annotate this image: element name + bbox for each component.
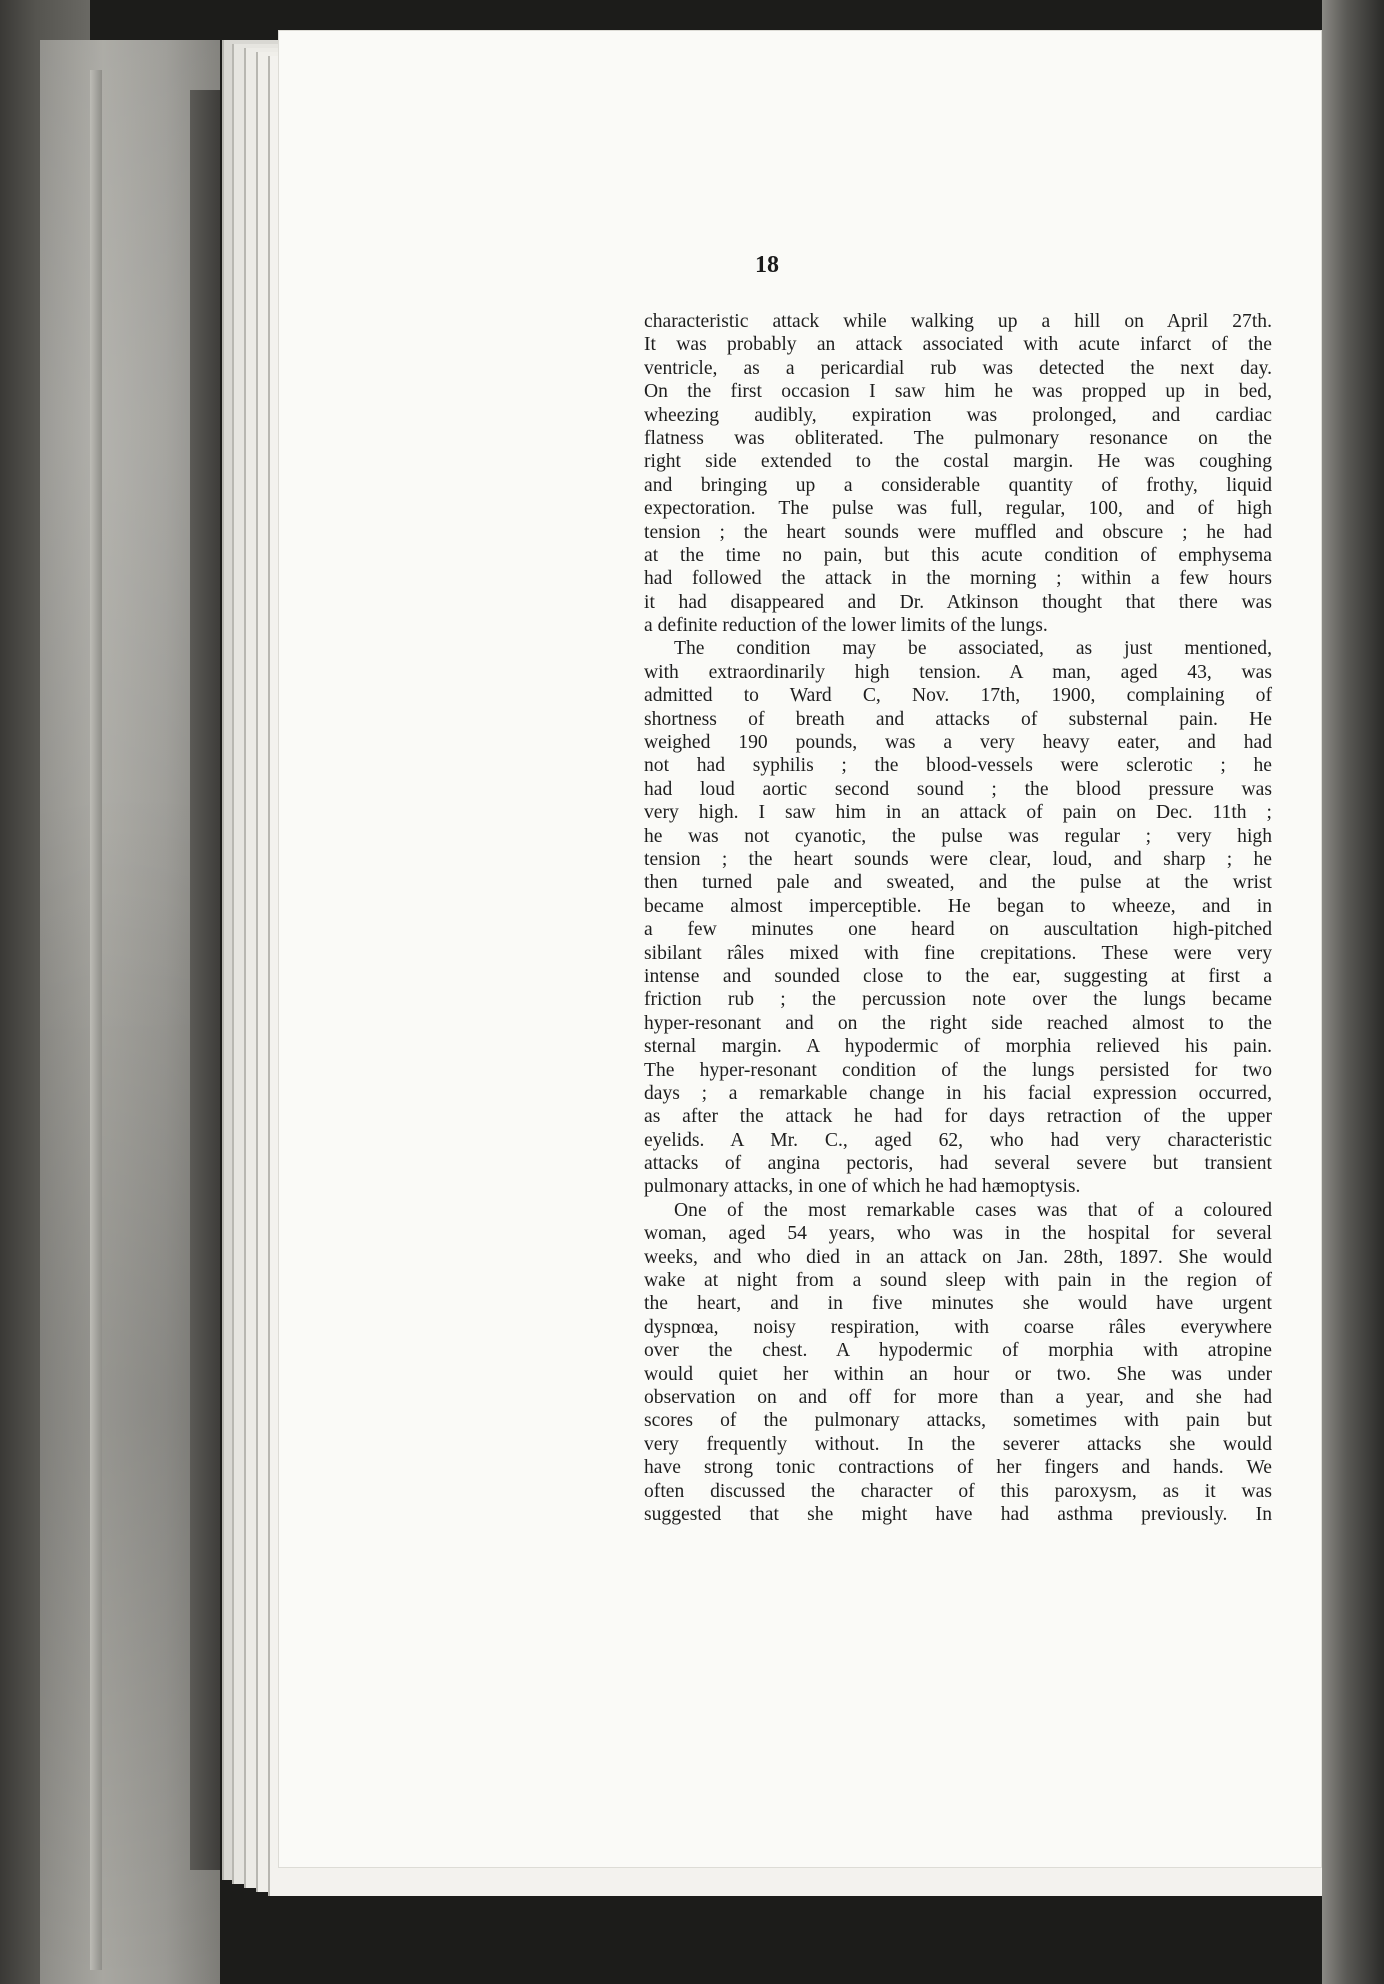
text-line: at the time no pain, but this acute condition of emphysema <box>644 544 1272 566</box>
text-line: wake at night from a sound sleep with pain in the region of <box>644 1270 1272 1292</box>
text-line: often discussed the character of this paroxysm, as it was <box>644 1480 1272 1502</box>
text-line: dyspnœa, noisy respiration, with coarse râles everywhere <box>644 1316 1272 1338</box>
text-line: friction rub ; the percussion note over the lungs became <box>644 989 1272 1011</box>
scan-background-right <box>1322 0 1384 1984</box>
text-line: scores of the pulmonary attacks, sometimes with pain but <box>644 1410 1272 1432</box>
text-line: right side extended to the costal margin. He was coughing <box>644 451 1272 473</box>
text-line: shortness of breath and attacks of substernal pain. He <box>644 708 1272 730</box>
text-line: weighed 190 pounds, was a very heavy eater, and had <box>644 732 1272 754</box>
text-line: had followed the attack in the morning ; within a few hours <box>644 568 1272 590</box>
text-line: attacks of angina pectoris, had several severe but transient <box>644 1153 1272 1175</box>
text-line: eyelids. A Mr. C., aged 62, who had very characteristic <box>644 1129 1272 1151</box>
text-line: a few minutes one heard on auscultation high-pitched <box>644 919 1272 941</box>
text-line: tension ; the heart sounds were clear, loud, and sharp ; he <box>644 848 1272 870</box>
text-line: flatness was obliterated. The pulmonary resonance on the <box>644 427 1272 449</box>
text-line: days ; a remarkable change in his facial expression occurred, <box>644 1082 1272 1104</box>
text-line: over the chest. A hypodermic of morphia with atropine <box>644 1340 1272 1362</box>
text-line: with extraordinarily high tension. A man, aged 43, was <box>644 661 1272 683</box>
page-number: 18 <box>755 252 779 278</box>
text-line: it had disappeared and Dr. Atkinson thought that there was <box>644 591 1272 613</box>
text-line: had loud aortic second sound ; the blood pressure was <box>644 778 1272 800</box>
text-line: not had syphilis ; the blood-vessels were sclerotic ; he <box>644 755 1272 777</box>
text-line: the heart, and in five minutes she would have urgent <box>644 1293 1272 1315</box>
text-line: It was probably an attack associated with acute infarct of the <box>644 334 1272 356</box>
text-line: One of the most remarkable cases was that of a coloured <box>674 1199 1272 1221</box>
text-line: woman, aged 54 years, who was in the hospital for several <box>644 1223 1272 1245</box>
text-line: The condition may be associated, as just mentioned, <box>674 638 1272 660</box>
text-line: On the first occasion I saw him he was propped up in bed, <box>644 381 1272 403</box>
text-line: expectoration. The pulse was full, regular, 100, and of high <box>644 498 1272 520</box>
text-line: have strong tonic contractions of her fingers and hands. We <box>644 1457 1272 1479</box>
text-line: The hyper-resonant condition of the lungs persisted for two <box>644 1059 1272 1081</box>
text-line: as after the attack he had for days retraction of the upper <box>644 1106 1272 1128</box>
text-line: ventricle, as a pericardial rub was detected the next day. <box>644 357 1272 379</box>
text-line: would quiet her within an hour or two. She was under <box>644 1363 1272 1385</box>
text-line: hyper-resonant and on the right side reached almost to the <box>644 1012 1272 1034</box>
text-line: sternal margin. A hypodermic of morphia relieved his pain. <box>644 1036 1272 1058</box>
body-text <box>644 310 1272 1526</box>
text-line: intense and sounded close to the ear, suggesting at first a <box>644 965 1272 987</box>
text-line: he was not cyanotic, the pulse was regular ; very high <box>644 825 1272 847</box>
text-line: a definite reduction of the lower limits of the lungs. <box>644 615 1048 637</box>
text-line: observation on and off for more than a year, and she had <box>644 1386 1272 1408</box>
text-line: pulmonary attacks, in one of which he had hæmoptysis. <box>644 1176 1081 1198</box>
text-line: tension ; the heart sounds were muffled and obscure ; he had <box>644 521 1272 543</box>
text-line: weeks, and who died in an attack on Jan. 28th, 1897. She would <box>644 1246 1272 1268</box>
text-line: very frequently without. In the severer attacks she would <box>644 1433 1272 1455</box>
cover-edge <box>90 70 102 1970</box>
text-line: very high. I saw him in an attack of pain on Dec. 11th ; <box>644 802 1272 824</box>
text-line: suggested that she might have had asthma previously. In <box>644 1503 1272 1525</box>
text-line: admitted to Ward C, Nov. 17th, 1900, complaining of <box>644 685 1272 707</box>
text-line: characteristic attack while walking up a hill on April 27th. <box>644 311 1272 332</box>
text-line: wheezing audibly, expiration was prolonged, and cardiac <box>644 404 1272 426</box>
cover-shadow <box>190 90 220 1870</box>
text-line: then turned pale and sweated, and the pulse at the wrist <box>644 872 1272 894</box>
text-line: and bringing up a considerable quantity of frothy, liquid <box>644 474 1272 496</box>
text-line: became almost imperceptible. He began to wheeze, and in <box>644 895 1272 917</box>
text-line: sibilant râles mixed with fine crepitations. These were very <box>644 942 1272 964</box>
